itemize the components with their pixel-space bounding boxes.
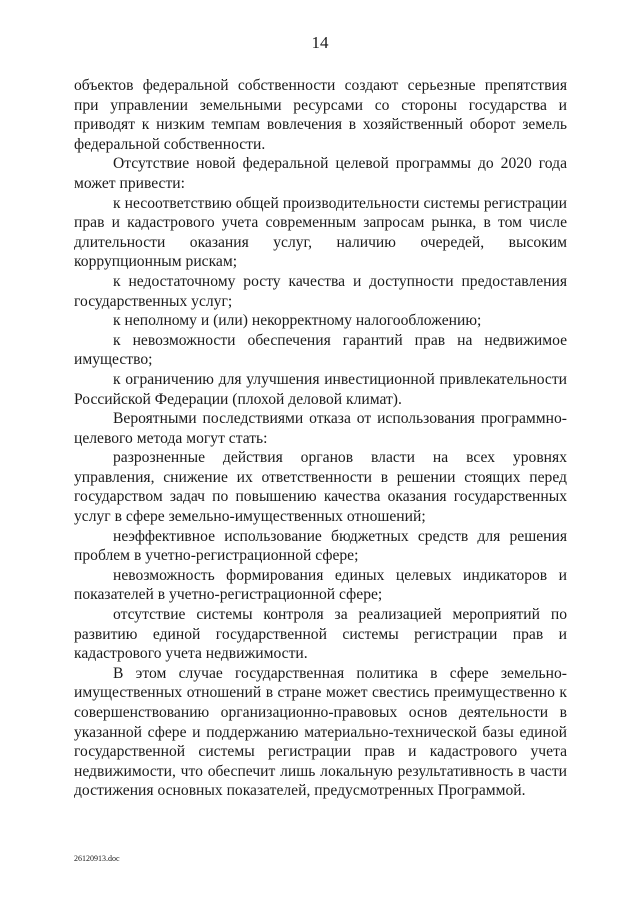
document-filename: 26120913.doc	[74, 854, 120, 863]
document-body	[74, 76, 567, 801]
list-item: к неполному и (или) некорректному налогообложению;	[113, 312, 482, 330]
list-item: к недостаточному росту качества и доступности предоставления государственных услуг;	[74, 272, 567, 310]
list-item: невозможность формирования единых целевых индикаторов и показателей в учетно-регистрационной сфере;	[74, 566, 567, 604]
paragraph: В этом случае государственная политика в сфере земельно-имущественных отношений в стране может свестись преимущественно к совершенствованию организационно-правовых основ деятельности в указанной сфере и поддержанию материально-технической базы единой государственной системы регистрации прав и кадастрового учета недвижимости, что обеспечит лишь локальную результативность в части достижения основных показателей, предусмотренных Программой.	[74, 664, 567, 800]
paragraph-continuation: объектов федеральной собственности создают серьезные препятствия при управлении земельными ресурсами со стороны государства и приводят к низким темпам вовлечения в хозяйственный оборот земель федеральной собственности.	[74, 77, 567, 153]
list-item: к ограничению для улучшения инвестиционной привлекательности Российской Федерации (плохой деловой климат).	[74, 370, 567, 408]
list-item: отсутствие системы контроля за реализацией мероприятий по развитию единой государственной системы регистрации прав и кадастрового учета недвижимости.	[74, 606, 567, 663]
list-item: к несоответствию общей производительности системы регистрации прав и кадастрового учета современным запросам рынка, в том числе длительности оказания услуг, наличию очередей, высоким коррупционным рискам;	[74, 194, 567, 271]
paragraph: Вероятными последствиями отказа от использования программно-целевого метода могут стать:	[74, 410, 567, 447]
page-number: 14	[311, 33, 329, 52]
list-item: неэффективное использование бюджетных средств для решения проблем в учетно-регистрационной сфере;	[74, 527, 567, 565]
list-item: к невозможности обеспечения гарантий прав на недвижимое имущество;	[74, 331, 567, 369]
list-item: разрозненные действия органов власти на всех уровнях управления, снижение их ответственности в решении стоящих перед государством задач по повышению качества оказания государственных услуг в сфере земельно-имущественных отношений;	[74, 449, 567, 526]
paragraph: Отсутствие новой федеральной целевой программы до 2020 года может привести:	[74, 155, 567, 192]
